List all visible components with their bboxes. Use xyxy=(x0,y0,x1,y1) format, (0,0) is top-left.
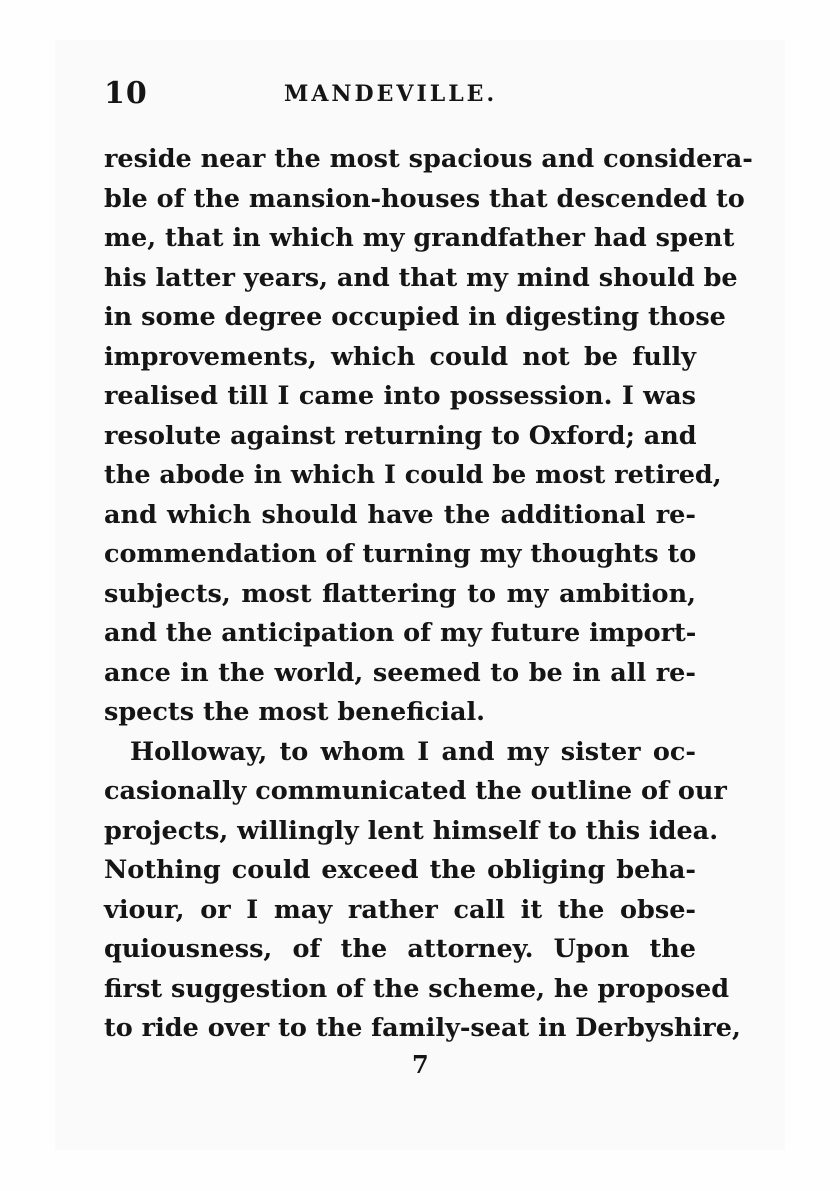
text-line: resolute against returning to Oxford; and xyxy=(104,420,697,451)
text-line: viour, or I may rather call it the obse- xyxy=(104,894,696,925)
text-line: ance in the world, seemed to be in all re- xyxy=(104,657,696,688)
text-line: realised till I came into possession. I was xyxy=(104,381,696,411)
text-line: in some degree occupied in digesting those xyxy=(104,302,726,332)
text-line: casionally communicated the outline of our xyxy=(104,776,727,806)
text-line: and which should have the additional re- xyxy=(104,499,696,530)
text-line: ble of the mansion-houses that descended to xyxy=(104,183,745,214)
text-line: reside near the most spacious and considera- xyxy=(104,144,753,174)
text-line: his latter years, and that my mind should be xyxy=(104,262,738,293)
text-line: to ride over to the family-seat in Derbyshire, xyxy=(104,1013,741,1043)
text-line: me, that in which my grandfather had spent xyxy=(104,223,735,253)
page-number: 10 xyxy=(104,76,148,111)
text-line: improvements, which could not be fully xyxy=(104,341,696,372)
text-line: Nothing could exceed the obliging beha- xyxy=(104,855,696,885)
paragraph-end-line: spects the most beneficial. xyxy=(104,697,486,727)
running-title: MANDEVILLE. xyxy=(284,81,498,107)
text-line: the abode in which I could be most retired, xyxy=(104,460,722,490)
text-line: quiousness, of the attorney. Upon the xyxy=(104,934,696,964)
text-line: subjects, most flattering to my ambition, xyxy=(104,578,696,609)
body-text xyxy=(104,140,753,1049)
running-head xyxy=(0,74,840,114)
text-line: projects, willingly lent himself to this idea. xyxy=(104,815,719,846)
signature-mark: 7 xyxy=(412,1050,429,1079)
paragraph-start-line: Holloway, to whom I and my sister oc- xyxy=(130,736,696,767)
text-line: and the anticipation of my future import- xyxy=(104,618,697,648)
text-line: commendation of turning my thoughts to xyxy=(104,539,697,569)
text-line: first suggestion of the scheme, he proposed xyxy=(104,973,730,1004)
